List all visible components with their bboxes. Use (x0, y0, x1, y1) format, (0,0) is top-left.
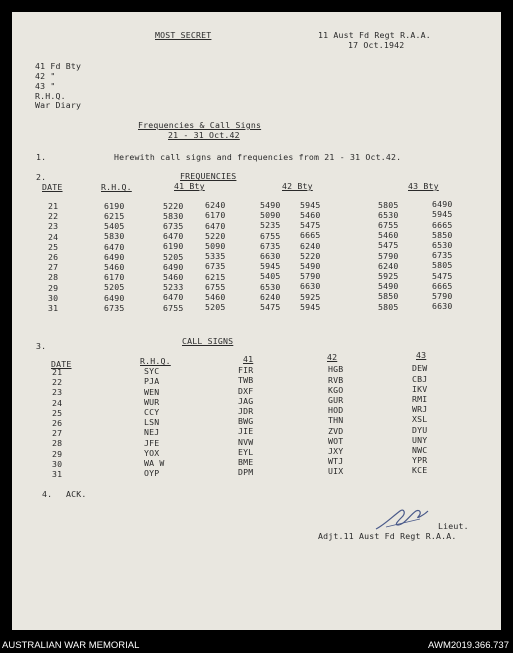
call-cell-rhq: SYC (144, 366, 160, 377)
freq-cell-41a: 6755 (163, 302, 184, 313)
freq-cell-43a: 5475 (378, 240, 399, 251)
call-cell-41: DPM (238, 467, 254, 478)
call-cell-date: 26 (52, 418, 63, 428)
call-cell-rhq: PJA (144, 376, 160, 387)
freq-cell-rhq: 5205 (104, 282, 125, 293)
freq-cell-42a: 5475 (260, 302, 281, 312)
freq-cell-43a: 6240 (378, 260, 399, 271)
freq-col-41-bty: 41 Bty (174, 181, 205, 191)
freq-cell-42a: 6530 (260, 281, 281, 292)
call-cell-rhq: WA W (144, 457, 165, 468)
freq-cell-43a: 6755 (378, 219, 399, 230)
freq-cell-rhq: 6735 (104, 302, 125, 313)
freq-cell-42b: 5475 (300, 220, 321, 231)
freq-cell-41b: 6735 (205, 261, 226, 272)
freq-cell-43a: 6530 (378, 209, 399, 220)
call-cell-41: EYL (238, 446, 254, 457)
distribution-item: R.H.Q. (35, 91, 66, 101)
call-cell-43: DYU (412, 424, 428, 435)
call-cell-42: WOT (328, 435, 344, 446)
freq-cell-rhq: 6170 (104, 272, 125, 283)
call-cell-41: DXF (238, 385, 254, 396)
freq-cell-41a: 5205 (163, 251, 184, 262)
freq-cell-43b: 6665 (432, 219, 453, 230)
freq-cell-41a: 6735 (163, 220, 184, 231)
call-cell-date: 29 (52, 448, 63, 459)
signatory-appointment: Adjt.11 Aust Fd Regt R.A.A. (318, 531, 457, 541)
freq-cell-date: 23 (48, 221, 59, 232)
call-cell-42: HOD (328, 405, 344, 416)
signatory-rank: Lieut. (438, 521, 469, 531)
freq-cell-41a: 5220 (163, 200, 184, 211)
distribution-item: 43 " (35, 81, 56, 91)
call-cell-43: IKV (412, 383, 428, 394)
freq-cell-43b: 6665 (432, 280, 453, 291)
freq-cell-43a: 5790 (378, 250, 399, 261)
para-4-number: 4. (42, 489, 53, 499)
call-cell-42: KGO (328, 384, 344, 395)
freq-cell-42a: 6630 (260, 251, 281, 261)
call-cell-42: HGB (328, 364, 344, 375)
call-cell-43: DEW (412, 363, 428, 374)
freq-cell-rhq: 5830 (104, 231, 125, 242)
freq-cell-41a: 5233 (163, 282, 184, 293)
freq-cell-date: 21 (48, 201, 59, 211)
unit-name: 11 Aust Fd Regt R.A.A. (318, 30, 431, 40)
freq-cell-date: 27 (48, 262, 59, 273)
call-cell-rhq: NEJ (144, 427, 160, 438)
call-cell-41: JDR (238, 406, 254, 416)
freq-cell-42a: 5945 (260, 261, 281, 272)
call-cell-rhq: JFE (144, 437, 160, 448)
call-cell-rhq: OYP (144, 468, 160, 479)
freq-cell-41a: 5830 (163, 210, 184, 221)
freq-cell-42b: 5925 (300, 291, 321, 302)
freq-cell-42a: 6240 (260, 291, 281, 302)
freq-cell-43b: 6490 (432, 199, 453, 210)
calls-col-41: 41 (243, 354, 254, 364)
freq-cell-date: 26 (48, 252, 59, 262)
freq-cell-42a: 5490 (260, 200, 281, 210)
freq-cell-42b: 5490 (300, 260, 321, 271)
freq-cell-43a: 5460 (378, 230, 399, 241)
freq-cell-41b: 6470 (205, 220, 226, 231)
freq-cell-43b: 5475 (432, 270, 453, 281)
archive-accession-number: AWM2019.366.737 (428, 640, 509, 651)
subject-title: Frequencies & Call Signs (138, 120, 262, 130)
call-cell-date: 28 (52, 438, 63, 449)
call-cell-41: BME (238, 457, 254, 467)
freq-cell-42a: 5405 (260, 271, 281, 282)
freq-cell-rhq: 6490 (104, 251, 125, 262)
freq-cell-rhq: 6190 (104, 200, 125, 211)
freq-cell-date: 30 (48, 292, 59, 303)
freq-cell-41b: 5335 (205, 251, 226, 262)
freq-col-42-bty: 42 Bty (282, 181, 313, 191)
call-cell-43: UNY (412, 434, 428, 445)
calls-col-rhq: R.H.Q. (140, 356, 171, 366)
freq-cell-42b: 5220 (300, 250, 321, 261)
freq-cell-43b: 6530 (432, 240, 453, 251)
freq-cell-42b: 6665 (300, 230, 321, 241)
call-cell-42: JXY (328, 445, 344, 456)
call-cell-rhq: CCY (144, 406, 160, 417)
call-cell-rhq: WEN (144, 386, 160, 397)
freq-cell-43a: 5490 (378, 281, 399, 292)
call-cell-41: JIE (238, 426, 254, 437)
freq-cell-date: 25 (48, 241, 59, 252)
freq-cell-43b: 5790 (432, 291, 453, 302)
freq-cell-41b: 5090 (205, 241, 226, 252)
call-cell-43: KCE (412, 465, 428, 476)
call-cell-43: NWC (412, 445, 428, 455)
freq-cell-41b: 6755 (205, 281, 226, 292)
call-cell-41: NVW (238, 436, 254, 447)
call-cell-42: ZVD (328, 425, 344, 436)
para-3-number: 3. (36, 341, 47, 351)
freq-cell-rhq: 5405 (104, 221, 125, 232)
freq-cell-41b: 5460 (205, 292, 226, 303)
distribution-item: War Diary (35, 100, 82, 110)
freq-cell-41b: 5205 (205, 302, 226, 313)
freq-cell-41b: 6240 (205, 200, 226, 211)
call-cell-41: JAG (238, 395, 254, 406)
freq-cell-41a: 6470 (163, 231, 184, 242)
freq-cell-41a: 6190 (163, 241, 184, 252)
freq-cell-43a: 5805 (378, 199, 399, 210)
freq-cell-41a: 6490 (163, 261, 184, 272)
distribution-item: 42 " (35, 71, 56, 81)
freq-cell-date: 22 (48, 211, 59, 222)
freq-cell-41a: 6470 (163, 292, 184, 303)
freq-cell-42b: 6630 (300, 281, 321, 292)
distribution-item: 41 Fd Bty (35, 61, 82, 71)
freq-cell-43b: 6735 (432, 250, 453, 261)
call-cell-43: WRJ (412, 404, 428, 415)
freq-cell-42b: 5945 (300, 301, 321, 312)
call-cell-date: 30 (52, 458, 63, 469)
call-cell-43: XSL (412, 414, 428, 425)
para-1-number: 1. (36, 152, 47, 162)
call-cell-rhq: WUR (144, 396, 160, 407)
freq-cell-43b: 5945 (432, 209, 453, 220)
calls-col-43: 43 (416, 350, 427, 360)
para-2-number: 2. (36, 172, 47, 182)
subject-date-range: 21 - 31 Oct.42 (168, 130, 240, 140)
call-cell-date: 21 (52, 367, 63, 377)
call-cell-date: 23 (52, 387, 63, 398)
freq-cell-42b: 5460 (300, 209, 321, 220)
call-cell-date: 24 (52, 397, 63, 408)
call-cell-date: 31 (52, 469, 63, 479)
call-cell-42: UIX (328, 466, 344, 477)
classification-heading: MOST SECRET (155, 30, 212, 40)
freq-cell-rhq: 6215 (104, 210, 125, 221)
freq-cell-41b: 5220 (205, 230, 226, 241)
freq-cell-42a: 6735 (260, 240, 281, 251)
freq-cell-date: 24 (48, 231, 59, 242)
call-cell-41: TWB (238, 375, 254, 386)
freq-col-43-bty: 43 Bty (408, 181, 439, 191)
freq-cell-41b: 6170 (205, 210, 226, 221)
freq-cell-42a: 5235 (260, 220, 281, 231)
call-cell-41: BWG (238, 416, 254, 427)
freq-col-date: DATE (42, 182, 63, 192)
call-cell-43: YPR (412, 455, 428, 466)
call-cell-43: CBJ (412, 373, 428, 384)
freq-cell-rhq: 6490 (104, 292, 125, 303)
archive-credit: AUSTRALIAN WAR MEMORIAL (2, 640, 140, 651)
freq-col-rhq: R.H.Q. (101, 182, 132, 192)
calls-col-date: DATE (51, 359, 72, 369)
freq-cell-43a: 5850 (378, 291, 399, 302)
freq-cell-42a: 5090 (260, 210, 281, 221)
call-cell-date: 27 (52, 428, 63, 439)
freq-cell-41a: 5460 (163, 271, 184, 282)
freq-cell-42b: 5945 (300, 199, 321, 210)
call-cell-rhq: LSN (144, 417, 160, 428)
call-cell-43: RMI (412, 394, 428, 404)
freq-cell-43a: 5805 (378, 301, 399, 312)
freq-cell-date: 29 (48, 282, 59, 293)
freq-cell-43b: 5805 (432, 260, 453, 271)
call-cell-42: WTJ (328, 456, 344, 467)
calls-col-42: 42 (327, 352, 338, 362)
call-cell-date: 25 (52, 407, 63, 418)
frequencies-heading: FREQUENCIES (180, 171, 237, 181)
call-cell-42: RVB (328, 374, 344, 385)
freq-cell-rhq: 6470 (104, 241, 125, 252)
freq-cell-date: 31 (48, 303, 59, 313)
freq-cell-date: 28 (48, 272, 59, 283)
freq-cell-43b: 5850 (432, 229, 453, 240)
freq-cell-42b: 6240 (300, 240, 321, 251)
call-cell-41: FIR (238, 365, 254, 376)
call-cell-42: GUR (328, 394, 344, 405)
para-4-text: ACK. (66, 489, 87, 499)
freq-cell-41b: 6215 (205, 271, 226, 282)
call-cell-42: THN (328, 415, 344, 426)
call-cell-rhq: YOX (144, 447, 160, 458)
freq-cell-43a: 5925 (378, 270, 399, 281)
call-signs-heading: CALL SIGNS (182, 336, 234, 346)
document-date: 17 Oct.1942 (348, 40, 405, 50)
call-cell-date: 22 (52, 377, 63, 388)
freq-cell-42a: 6755 (260, 230, 281, 241)
freq-cell-43b: 6630 (432, 301, 453, 312)
freq-cell-42b: 5790 (300, 271, 321, 282)
freq-cell-rhq: 5460 (104, 261, 125, 272)
para-1-text: Herewith call signs and frequencies from 21 - 31 Oct.42. (114, 152, 402, 162)
